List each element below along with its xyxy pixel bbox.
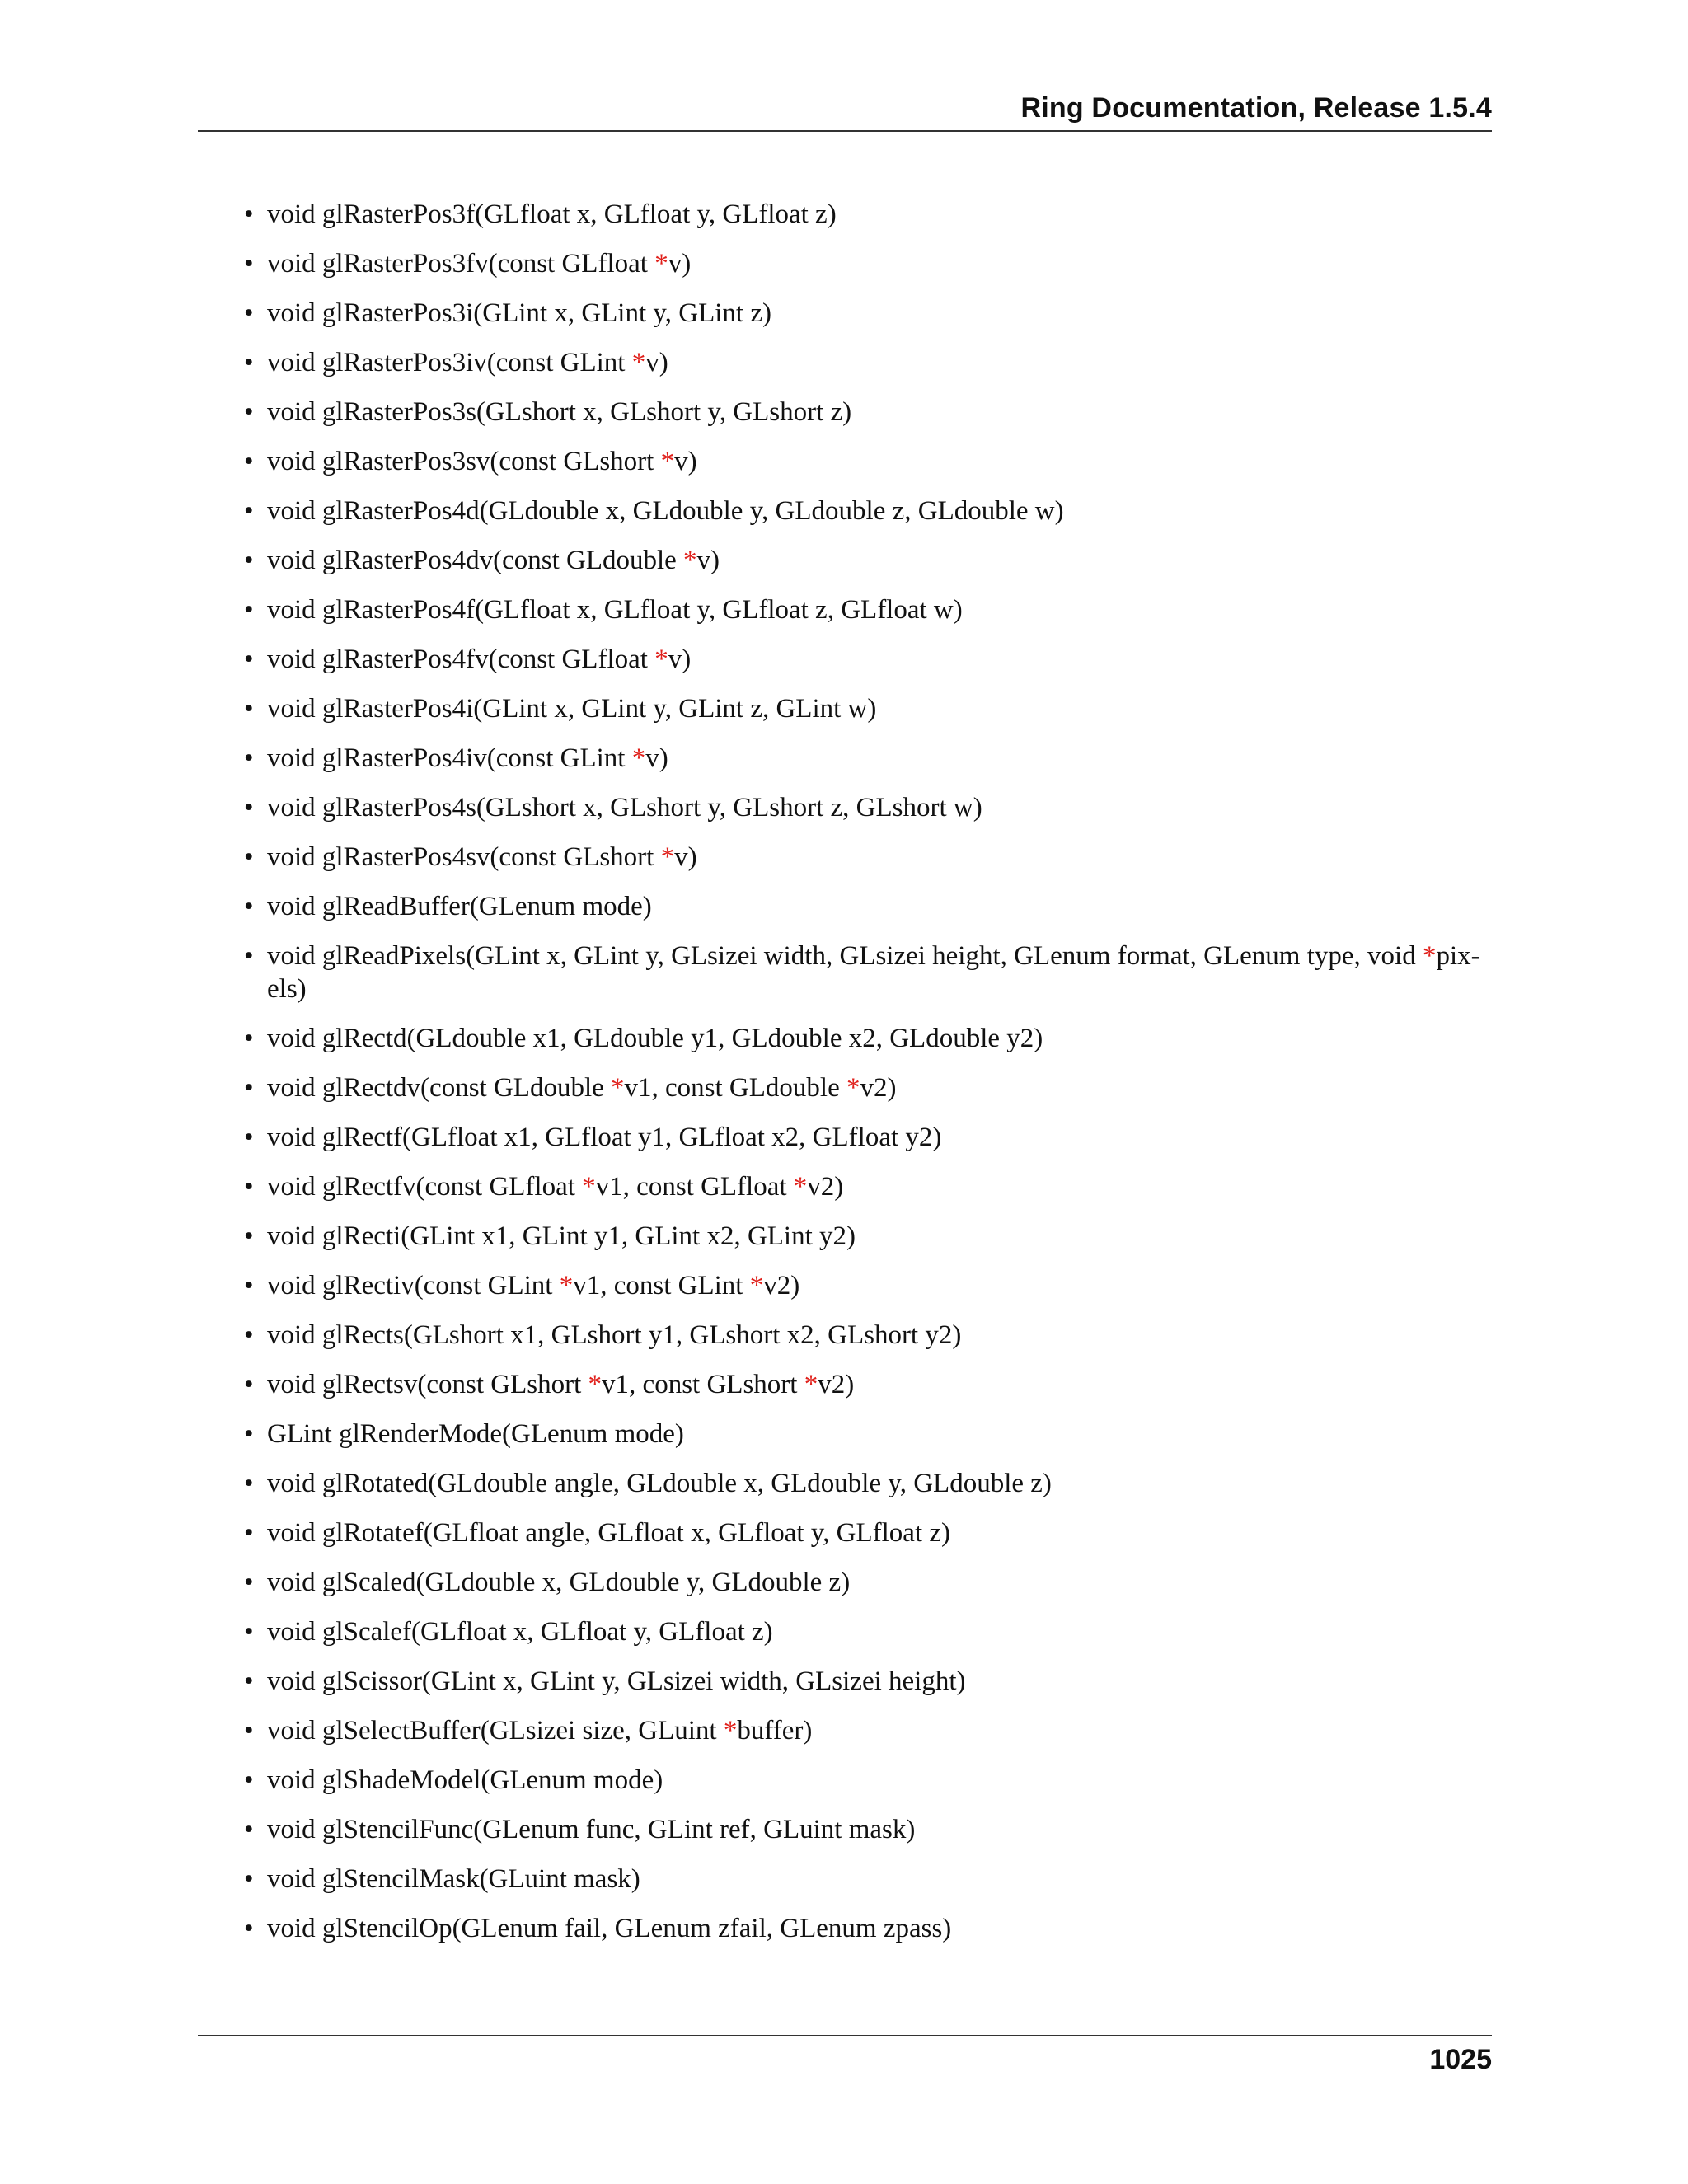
signature-text: void glRectsv(const GLshort <box>267 1370 588 1399</box>
list-item <box>244 1912 1492 1945</box>
pointer-asterisk: * <box>660 842 675 872</box>
bullet-icon: • <box>244 842 254 872</box>
list-item <box>244 1368 1492 1401</box>
bullet-icon: • <box>244 941 254 971</box>
pointer-asterisk: * <box>654 644 668 674</box>
signature-text: void glRasterPos4dv(const GLdouble <box>267 546 684 575</box>
list-item <box>244 247 1492 280</box>
list-item <box>244 1319 1492 1352</box>
pointer-asterisk: * <box>559 1271 574 1301</box>
function-signature <box>267 447 697 476</box>
signature-text: void glScalef(GLfloat x, GLfloat y, GLfloat z) <box>267 1617 773 1647</box>
list-item <box>244 1566 1492 1599</box>
function-signature <box>267 842 697 872</box>
function-list <box>244 198 1492 1961</box>
function-signature <box>267 1666 966 1696</box>
page-number: 1025 <box>1429 2044 1492 2075</box>
function-signature <box>267 793 982 823</box>
signature-text: void glRasterPos3s(GLshort x, GLshort y, GLshort z) <box>267 397 852 427</box>
bullet-icon: • <box>244 1172 254 1202</box>
list-item <box>244 1170 1492 1203</box>
list-item <box>244 1467 1492 1500</box>
pointer-asterisk: * <box>654 249 668 279</box>
bullet-icon: • <box>244 1024 254 1053</box>
function-signature <box>267 249 691 279</box>
signature-text: v1, const GLshort <box>602 1370 804 1399</box>
list-item <box>244 841 1492 874</box>
signature-text: v) <box>696 546 720 575</box>
bullet-icon: • <box>244 1617 254 1647</box>
list-item <box>244 890 1492 923</box>
bullet-icon: • <box>244 1864 254 1894</box>
bullet-icon: • <box>244 743 254 773</box>
bullet-icon: • <box>244 1221 254 1251</box>
signature-text: v) <box>645 743 668 773</box>
bullet-icon: • <box>244 1765 254 1795</box>
bullet-icon: • <box>244 793 254 823</box>
bullet-icon: • <box>244 1122 254 1152</box>
bullet-icon: • <box>244 1271 254 1301</box>
signature-text: void glRectiv(const GLint <box>267 1271 560 1301</box>
pointer-asterisk: * <box>1422 941 1437 971</box>
function-signature <box>267 1271 799 1301</box>
function-signature <box>267 1469 1052 1498</box>
bullet-icon: • <box>244 1914 254 1943</box>
function-signature <box>267 743 668 773</box>
function-signature <box>267 1518 950 1548</box>
function-signature <box>267 1221 856 1251</box>
list-item <box>244 1764 1492 1797</box>
bullet-icon: • <box>244 1518 254 1548</box>
bullet-icon: • <box>244 1666 254 1696</box>
list-item <box>244 643 1492 676</box>
list-item <box>244 445 1492 478</box>
document-title: Ring Documentation, Release 1.5.4 <box>1020 92 1492 124</box>
function-signature <box>267 595 963 625</box>
bullet-icon: • <box>244 1815 254 1844</box>
signature-text: v1, const GLdouble <box>624 1073 846 1103</box>
function-signature <box>267 1716 812 1746</box>
signature-text: v2) <box>807 1172 844 1202</box>
function-signature <box>267 1568 850 1597</box>
list-item <box>244 1615 1492 1648</box>
signature-text: void glRotated(GLdouble angle, GLdouble x, GLdouble y, GLdouble z) <box>267 1469 1052 1498</box>
list-item <box>244 1813 1492 1846</box>
list-item <box>244 544 1492 577</box>
signature-text: void glRotatef(GLfloat angle, GLfloat x, GLfloat y, GLfloat z) <box>267 1518 951 1548</box>
signature-text: void glRasterPos4d(GLdouble x, GLdouble y, GLdouble z, GLdouble w) <box>267 496 1064 526</box>
signature-text: void glReadBuffer(GLenum mode) <box>267 892 652 921</box>
signature-text: v) <box>645 348 668 377</box>
function-signature <box>267 694 876 724</box>
signature-text: void glScissor(GLint x, GLint y, GLsizei width, GLsizei height) <box>267 1666 966 1696</box>
pointer-asterisk: * <box>846 1073 860 1103</box>
list-item <box>244 346 1492 379</box>
bullet-icon: • <box>244 694 254 724</box>
function-signature <box>267 1419 684 1449</box>
pointer-asterisk: * <box>723 1716 738 1746</box>
bullet-icon: • <box>244 397 254 427</box>
signature-text: v2) <box>860 1073 897 1103</box>
list-item <box>244 1269 1492 1302</box>
bullet-icon: • <box>244 447 254 476</box>
signature-text: void glRasterPos4iv(const GLint <box>267 743 632 773</box>
function-signature <box>267 1765 663 1795</box>
bullet-icon: • <box>244 496 254 526</box>
signature-text: void glRasterPos3iv(const GLint <box>267 348 632 377</box>
function-signature <box>267 940 1492 1005</box>
signature-text: void glRectd(GLdouble x1, GLdouble y1, GLdouble x2, GLdouble y2) <box>267 1024 1043 1053</box>
pointer-asterisk: * <box>631 348 646 377</box>
bullet-icon: • <box>244 1568 254 1597</box>
bullet-icon: • <box>244 1716 254 1746</box>
signature-text: v2) <box>763 1271 800 1301</box>
pointer-asterisk: * <box>611 1073 625 1103</box>
signature-text: void glRectf(GLfloat x1, GLfloat y1, GLfloat x2, GLfloat y2) <box>267 1122 942 1152</box>
pointer-asterisk: * <box>749 1271 764 1301</box>
bullet-icon: • <box>244 644 254 674</box>
list-item <box>244 1714 1492 1747</box>
function-signature <box>267 546 720 575</box>
signature-text: void glStencilOp(GLenum fail, GLenum zfail, GLenum zpass) <box>267 1914 952 1943</box>
list-item <box>244 1418 1492 1451</box>
signature-text: void glShadeModel(GLenum mode) <box>267 1765 663 1795</box>
list-item <box>244 1071 1492 1104</box>
signature-text: v1, const GLfloat <box>595 1172 794 1202</box>
list-item <box>244 1665 1492 1698</box>
signature-text: void glStencilMask(GLuint mask) <box>267 1864 640 1894</box>
signature-text: void glRasterPos3fv(const GLfloat <box>267 249 655 279</box>
signature-text: v1, const GLint <box>573 1271 750 1301</box>
signature-text: void glSelectBuffer(GLsizei size, GLuint <box>267 1716 724 1746</box>
signature-text: void glRects(GLshort x1, GLshort y1, GLshort x2, GLshort y2) <box>267 1320 962 1350</box>
signature-text: void glRasterPos3sv(const GLshort <box>267 447 661 476</box>
bullet-icon: • <box>244 595 254 625</box>
list-item <box>244 494 1492 527</box>
list-item <box>244 791 1492 824</box>
function-signature <box>267 1320 961 1350</box>
pointer-asterisk: * <box>804 1370 818 1399</box>
signature-text: pix- els) <box>267 941 1480 1004</box>
function-signature <box>267 1617 773 1647</box>
bullet-icon: • <box>244 1469 254 1498</box>
signature-text: void glRectfv(const GLfloat <box>267 1172 583 1202</box>
pointer-asterisk: * <box>660 447 675 476</box>
signature-text: void glRasterPos4i(GLint x, GLint y, GLint z, GLint w) <box>267 694 877 724</box>
pointer-asterisk: * <box>582 1172 596 1202</box>
list-item <box>244 1121 1492 1154</box>
bullet-icon: • <box>244 199 254 229</box>
list-item <box>244 1863 1492 1896</box>
header-rule <box>198 130 1492 132</box>
function-signature <box>267 1370 854 1399</box>
function-signature <box>267 892 652 921</box>
signature-text: void glRasterPos4f(GLfloat x, GLfloat y, GLfloat z, GLfloat w) <box>267 595 963 625</box>
list-item <box>244 593 1492 626</box>
function-signature <box>267 1172 843 1202</box>
signature-text: GLint glRenderMode(GLenum mode) <box>267 1419 684 1449</box>
bullet-icon: • <box>244 348 254 377</box>
list-item <box>244 396 1492 429</box>
bullet-icon: • <box>244 1419 254 1449</box>
list-item <box>244 297 1492 330</box>
list-item <box>244 198 1492 231</box>
list-item <box>244 940 1492 1005</box>
bullet-icon: • <box>244 1370 254 1399</box>
function-signature <box>267 1024 1043 1053</box>
bullet-icon: • <box>244 298 254 328</box>
signature-text: void glRectdv(const GLdouble <box>267 1073 612 1103</box>
signature-text: void glScaled(GLdouble x, GLdouble y, GLdouble z) <box>267 1568 851 1597</box>
signature-text: v) <box>668 249 692 279</box>
function-signature <box>267 496 1064 526</box>
signature-text: void glRecti(GLint x1, GLint y1, GLint x2, GLint y2) <box>267 1221 856 1251</box>
pointer-asterisk: * <box>631 743 646 773</box>
pointer-asterisk: * <box>588 1370 603 1399</box>
function-signature <box>267 1914 951 1943</box>
pointer-asterisk: * <box>793 1172 808 1202</box>
function-signature <box>267 1864 640 1894</box>
signature-text: void glRasterPos3f(GLfloat x, GLfloat y, GLfloat z) <box>267 199 837 229</box>
signature-text: void glRasterPos4s(GLshort x, GLshort y, GLshort z, GLshort w) <box>267 793 982 823</box>
signature-text: v2) <box>818 1370 855 1399</box>
signature-text: void glRasterPos4fv(const GLfloat <box>267 644 655 674</box>
function-signature <box>267 348 668 377</box>
pointer-asterisk: * <box>683 546 697 575</box>
bullet-icon: • <box>244 1073 254 1103</box>
function-signature <box>267 199 837 229</box>
function-signature <box>267 1815 915 1844</box>
bullet-icon: • <box>244 892 254 921</box>
signature-text: v) <box>674 447 697 476</box>
function-signature <box>267 644 691 674</box>
signature-text: void glStencilFunc(GLenum func, GLint ref, GLuint mask) <box>267 1815 916 1844</box>
signature-text: v) <box>674 842 697 872</box>
signature-text: v) <box>668 644 692 674</box>
function-signature <box>267 397 851 427</box>
footer-rule <box>198 2035 1492 2036</box>
list-item <box>244 1220 1492 1253</box>
bullet-icon: • <box>244 249 254 279</box>
list-item <box>244 1022 1492 1055</box>
signature-text: void glReadPixels(GLint x, GLint y, GLsizei width, GLsizei height, GLenum format, GLenum type, void <box>267 941 1423 971</box>
bullet-icon: • <box>244 546 254 575</box>
signature-text: void glRasterPos3i(GLint x, GLint y, GLint z) <box>267 298 771 328</box>
signature-text: void glRasterPos4sv(const GLshort <box>267 842 661 872</box>
function-signature <box>267 1122 941 1152</box>
signature-text: buffer) <box>737 1716 813 1746</box>
function-signature <box>267 1073 896 1103</box>
list-item <box>244 692 1492 725</box>
function-signature <box>267 298 771 328</box>
bullet-icon: • <box>244 1320 254 1350</box>
list-item <box>244 1516 1492 1549</box>
list-item <box>244 742 1492 775</box>
